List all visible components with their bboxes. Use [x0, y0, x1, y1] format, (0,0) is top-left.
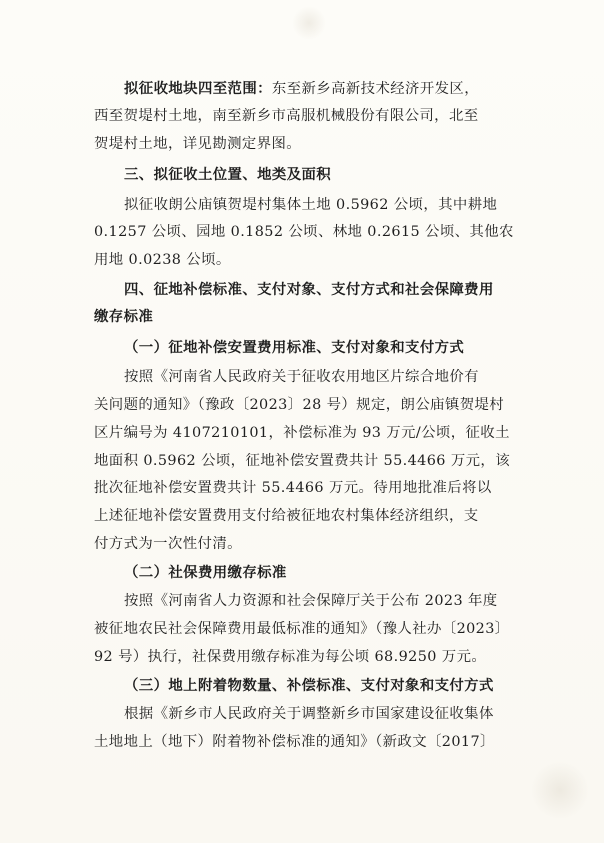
line-social-3: 92 号）执行，社保费用缴存标准为每公顷 68.9250 万元。: [94, 649, 487, 665]
line-social-2: 被征地农民社会保障费用最低标准的通知》（豫人社办〔2023〕: [94, 621, 510, 637]
line-comp-5: 批次征地补偿安置费共计 55.4466 万元。待用地批准后将以: [94, 480, 492, 496]
line-attach-2: 土地地上（地下）附着物补偿标准的通知》（新政文〔2017〕: [94, 734, 495, 750]
line-comp-3: 区片编号为 4107210101，补偿标准为 93 万元/公顷，征收土: [94, 425, 510, 441]
section-4-heading: 四、征地补偿标准、支付对象、支付方式和社会保障费用: [124, 281, 494, 298]
line-comp-7: 付方式为一次性付清。: [94, 536, 242, 552]
section-3-heading: 三、拟征收土位置、地类及面积: [124, 166, 332, 183]
scan-blemish: [292, 6, 326, 40]
boundary-text: 东至新乡高新技术经济开发区，: [271, 81, 479, 97]
scan-blemish: [530, 760, 590, 820]
line-land-3: 用地 0.0238 公顷。: [94, 252, 231, 268]
subsection-2-heading: （二）社保费用缴存标准: [124, 564, 287, 581]
line-comp-4: 地面积 0.5962 公顷，征地补偿安置费共计 55.4466 万元，该: [94, 453, 510, 469]
line-land-1: 拟征收朗公庙镇贺堤村集体土地 0.5962 公顷，其中耕地: [124, 197, 498, 213]
line-comp-6: 上述征地补偿安置费用支付给被征地农村集体经济组织，支: [94, 508, 479, 524]
line-comp-1: 按照《河南省人民政府关于征收农用地区片综合地价有: [124, 369, 479, 385]
boundary-heading: 拟征收地块四至范围：: [124, 80, 272, 97]
line-social-1: 按照《河南省人力资源和社会保障厅关于公布 2023 年度: [124, 593, 498, 609]
line-land-2: 0.1257 公顷、园地 0.1852 公顷、林地 0.2615 公顷、其他农: [94, 224, 514, 240]
subsection-1-heading: （一）征地补偿安置费用标准、支付对象和支付方式: [124, 339, 465, 356]
line-comp-2: 关问题的通知》（豫政〔2023〕28 号）规定，朗公庙镇贺堤村: [94, 397, 505, 413]
line-boundary-1: [124, 80, 554, 98]
subsection-3-heading: （三）地上附着物数量、补偿标准、支付对象和支付方式: [124, 677, 494, 694]
line-attach-1: 根据《新乡市人民政府关于调整新乡市国家建设征收集体: [124, 706, 494, 722]
line-boundary-3: 贺堤村土地，详见勘测定界图。: [94, 136, 302, 152]
line-boundary-2: 西至贺堤村土地，南至新乡市高服机械股份有限公司，北至: [94, 108, 479, 124]
section-4-heading-cont: 缴存标准: [94, 308, 154, 325]
